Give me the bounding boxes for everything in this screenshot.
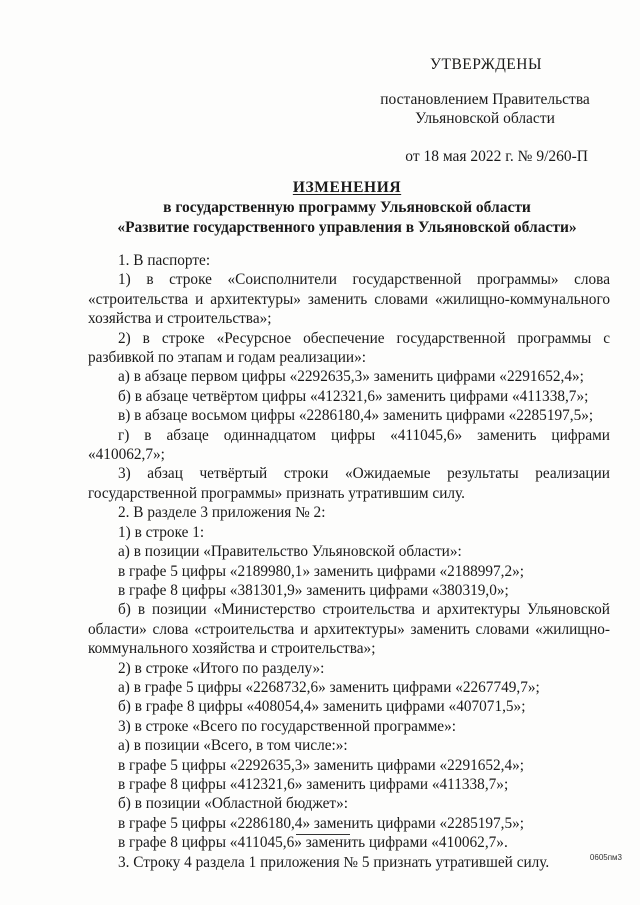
document-subtitle-1: в государственную программу Ульяновской области bbox=[163, 199, 531, 216]
paragraph: 1) в строке «Соисполнители государственной программы» слова «строительства и архитектуры» заменить словами «жилищно-коммунального хозяйства и строительства»; bbox=[88, 271, 610, 328]
paragraph: б) в позиции «Министерство строительства и архитектуры Ульяновской области» слова «строительства и архитектуры» заменить словами «жилищно-коммунального хозяйства и строительства»; bbox=[88, 601, 610, 658]
paragraph: в графе 8 цифры «381301,9» заменить цифрами «380319,0»; bbox=[118, 581, 509, 599]
paragraph: 1) в строке 1: bbox=[118, 523, 205, 541]
paragraph: в графе 5 цифры «2189980,1» заменить цифрами «2188997,2»; bbox=[118, 562, 525, 580]
approval-line-2: Ульяновской области bbox=[415, 110, 555, 127]
paragraph: в) в абзаце восьмом цифры «2286180,4» заменить цифрами «2285197,5»; bbox=[118, 407, 594, 425]
paragraph: 3) в строке «Всего по государственной программе»: bbox=[118, 717, 456, 735]
end-separator-line bbox=[296, 834, 350, 835]
paragraph: б) в позиции «Областной бюджет»: bbox=[118, 795, 348, 813]
paragraph: в графе 5 цифры «2292635,3» заменить цифрами «2291652,4»; bbox=[118, 756, 525, 774]
document-title: ИЗМЕНЕНИЯ bbox=[292, 179, 402, 196]
paragraph: а) в графе 5 цифры «2268732,6» заменить цифрами «2267749,7»; bbox=[118, 678, 540, 696]
paragraph: 2. В разделе 3 приложения № 2: bbox=[118, 504, 326, 522]
document-heading bbox=[88, 178, 606, 238]
approval-date: от 18 мая 2022 г. № 9/260-П bbox=[405, 148, 588, 165]
approval-stamp-title: УТВЕРЖДЕНЫ bbox=[430, 56, 542, 73]
document-body bbox=[88, 251, 610, 872]
paragraph: 2) в строке «Итого по разделу»: bbox=[118, 659, 325, 677]
paragraph: 2) в строке «Ресурсное обеспечение государственной программы с разбивкой по этапам и годам реализации»: bbox=[88, 329, 610, 367]
document-code: 0605пм3 bbox=[589, 853, 622, 862]
paragraph: 3. Строку 4 раздела 1 приложения № 5 признать утратившей силу. bbox=[118, 853, 550, 871]
approval-line-1: постановлением Правительства bbox=[380, 91, 590, 108]
paragraph: 3) абзац четвёртый строки «Ожидаемые результаты реализации государственной программы» признать утратившим силу. bbox=[88, 465, 610, 502]
paragraph: б) в абзаце четвёртом цифры «412321,6» заменить цифрами «411338,7»; bbox=[118, 387, 589, 405]
paragraph: в графе 5 цифры «2286180,4» заменить цифрами «2285197,5»; bbox=[118, 814, 525, 832]
document-subtitle-2: «Развитие государственного управления в Ульяновской области» bbox=[117, 219, 577, 236]
paragraph: а) в позиции «Всего, в том числе:»: bbox=[118, 737, 348, 755]
paragraph: а) в позиции «Правительство Ульяновской области»: bbox=[118, 543, 462, 561]
paragraph: в графе 8 цифры «411045,6» заменить цифрами «410062,7». bbox=[118, 834, 508, 852]
paragraph: 1. В паспорте: bbox=[118, 252, 211, 269]
paragraph: в графе 8 цифры «412321,6» заменить цифрами «411338,7»; bbox=[118, 775, 509, 793]
paragraph: г) в абзаце одиннадцатом цифры «411045,6» заменить цифрами «410062,7»; bbox=[88, 426, 610, 464]
approval-block bbox=[360, 55, 610, 166]
paragraph: а) в абзаце первом цифры «2292635,3» заменить цифрами «2291652,4»; bbox=[118, 368, 584, 386]
paragraph: б) в графе 8 цифры «408054,4» заменить цифрами «407071,5»; bbox=[118, 698, 526, 716]
